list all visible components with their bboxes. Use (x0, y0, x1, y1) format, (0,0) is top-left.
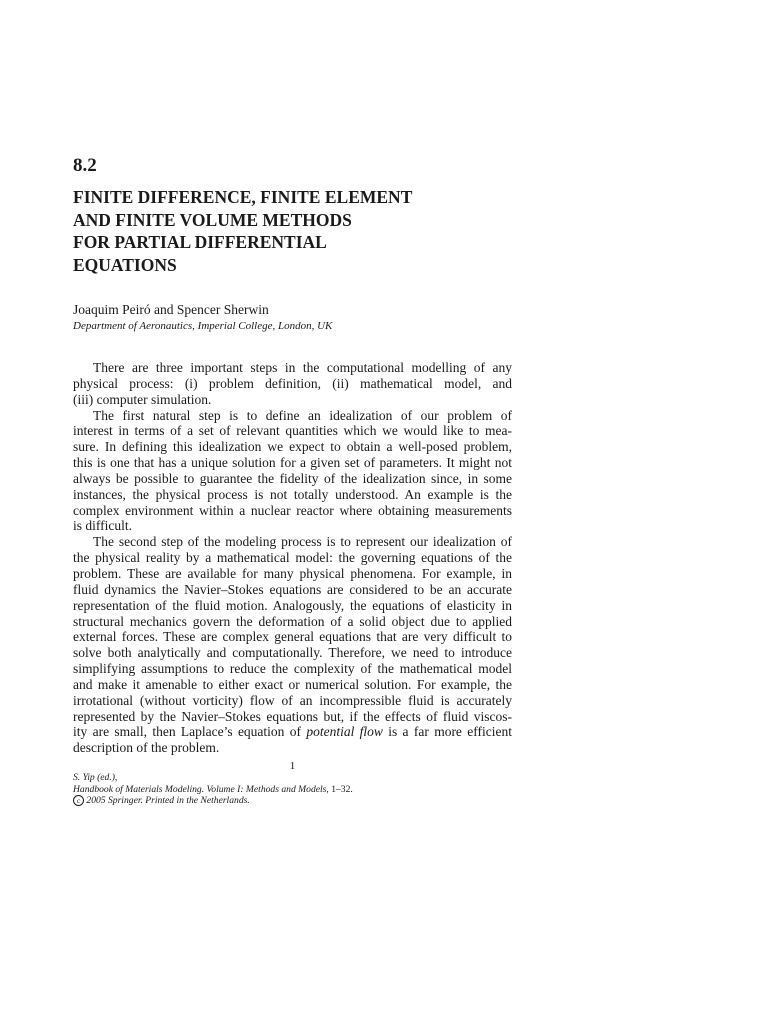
page-number: 1 (289, 760, 296, 772)
text-line: the physical reality by a mathematical model: the governing equations of the (73, 550, 512, 566)
chapter-title-line: AND FINITE VOLUME METHODS (73, 209, 352, 230)
text-line-emphasis (73, 724, 512, 740)
text-line: physical process: (i) problem definition, (ii) mathematical model, and (73, 375, 512, 391)
text-line: (iii) computer simulation. (73, 391, 212, 407)
copyright-text: 2005 Springer. Printed in the Netherlands. (84, 795, 250, 807)
text-line: problem. These are available for many physical phenomena. For example, in (73, 565, 512, 581)
chapter-number: 8.2 (73, 155, 97, 176)
footer-book-title: Handbook of Materials Modeling. Volume I: Methods and Models, (73, 783, 329, 795)
chapter-title-line: FOR PARTIAL DIFFERENTIAL (73, 232, 327, 252)
text-line: There are three important steps in the computational modelling of any (93, 360, 512, 375)
text-line: represented by the Navier–Stokes equations but, if the effects of fluid viscos- (73, 708, 512, 724)
chapter-title-line: FINITE DIFFERENCE, FINITE ELEMENT (73, 187, 413, 207)
text-line: always be possible to guarantee the fidelity of the idealization since, in some (73, 470, 512, 486)
text-segment: ity are small, then Laplace’s equation of (73, 724, 307, 740)
text-line: external forces. These are complex general equations that are very difficult to (73, 629, 512, 645)
paragraph-1 (73, 360, 512, 408)
text-line: instances, the physical process is not totally understood. An example is the (73, 486, 512, 502)
text-line: The first natural step is to define an idealization of our problem of (93, 407, 512, 423)
text-line: description of the problem. (73, 740, 220, 756)
text-line: representation of the fluid motion. Analogously, the equations of elasticity in (73, 597, 512, 613)
chapter-title-line: EQUATIONS (73, 254, 177, 275)
authors: Joaquim Peiró and Spencer Sherwin (73, 302, 269, 317)
text-line: solve both analytically and computationally. Therefore, we need to introduce (73, 645, 512, 661)
footer-editor: S. Yip (ed.), (73, 772, 118, 783)
footer-book-line (73, 784, 353, 796)
footer-pages: 1–32. (328, 783, 353, 795)
emphasis-term: potential flow (306, 724, 383, 740)
text-line: this is one that has a unique solution for a given set of parameters. It might not (73, 455, 512, 471)
text-line: structural mechanics govern the deformation of a solid object due to applied (73, 613, 512, 629)
text-line: irrotational (without vorticity) flow of an incompressible fluid is accurately (73, 692, 512, 708)
text-line: interest in terms of a set of relevant quantities which we would like to mea- (73, 423, 512, 439)
body-text (73, 360, 512, 756)
footer-citation (73, 772, 353, 807)
text-line: fluid dynamics the Navier–Stokes equations are considered to be an accurate (73, 581, 512, 597)
footer-copyright (73, 795, 353, 807)
text-segment: is a far more efficient (382, 724, 512, 740)
text-line: sure. In defining this idealization we expect to obtain a well-posed problem, (73, 439, 512, 455)
copyright-icon: c (73, 795, 84, 806)
text-line: is difficult. (73, 518, 132, 534)
text-line: The second step of the modeling process is to represent our idealization of (93, 534, 512, 550)
text-line: simplifying assumptions to reduce the complexity of the mathematical model (73, 661, 512, 677)
paragraph-3 (73, 534, 512, 756)
paragraph-2 (73, 408, 512, 535)
affiliation: Department of Aeronautics, Imperial College, London, UK (73, 320, 333, 332)
text-line: complex environment within a nuclear reactor where obtaining measurements (73, 502, 512, 518)
chapter-title (73, 186, 513, 276)
text-line: and make it amenable to either exact or numerical solution. For example, the (73, 676, 512, 692)
